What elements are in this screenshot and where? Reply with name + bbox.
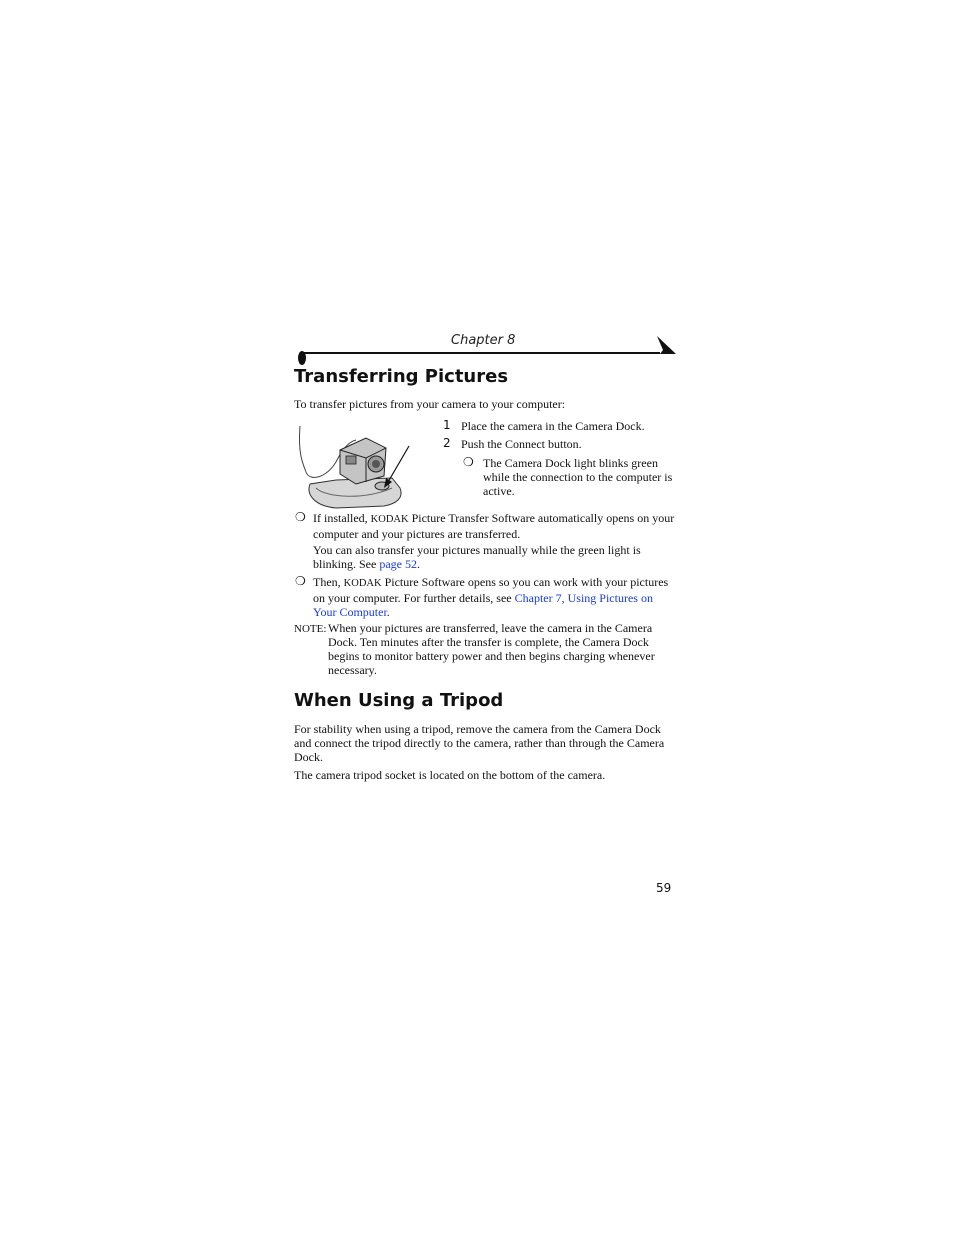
header-rule-dot (298, 351, 306, 365)
note-label: NOTE: (294, 623, 327, 635)
sub-bullet-text: The Camera Dock light blinks green while the connection to the computer is active. (483, 456, 673, 498)
circle-bullet-icon: ❍ (463, 455, 474, 469)
tripod-para-1: For stability when using a tripod, remove the camera from the Camera Dock and connect the tripod directly to the camera, rather than through the Camera Dock. (294, 722, 665, 764)
step-text-1: Place the camera in the Camera Dock. (461, 419, 645, 433)
bullet-then-text: Then, KODAK Picture Software opens so you can work with your pictures on your computer. For further details, see Chapter 7, Using Pictures on Your Computer. (313, 575, 669, 619)
header-rule-arrow-icon (654, 336, 678, 356)
note-text: When your pictures are transferred, leave the camera in the Camera Dock. Ten minutes after the transfer is complete, the Camera Dock begins to monitor battery power and then begins charging whenever necessary. (328, 621, 655, 677)
circle-bullet-icon: ❍ (295, 574, 306, 588)
page-number: 59 (656, 881, 672, 895)
section-title-transferring: Transferring Pictures (294, 366, 509, 387)
chapter-7-link[interactable]: Chapter 7, Using Pictures on (514, 591, 653, 605)
step-number-2: 2 (443, 436, 451, 450)
camera-dock-illustration (296, 422, 416, 512)
bullet-installed-text: If installed, KODAK Picture Transfer Software automatically opens on your computer and your pictures are transferred. (313, 511, 675, 541)
circle-bullet-icon: ❍ (295, 510, 306, 524)
step-number-1: 1 (443, 418, 451, 432)
tripod-para-2: The camera tripod socket is located on the bottom of the camera. (294, 768, 606, 782)
header-rule (302, 352, 660, 354)
manual-transfer-text: You can also transfer your pictures manually while the green light is blinking. See page 52. (313, 543, 641, 571)
section-title-tripod: When Using a Tripod (294, 690, 504, 711)
chapter-label: Chapter 8 (451, 333, 516, 348)
page-52-link[interactable]: page 52 (379, 557, 417, 571)
intro-text: To transfer pictures from your camera to your computer: (294, 397, 566, 411)
chapter-7-link-cont[interactable]: Your Computer (313, 605, 387, 619)
step-text-2: Push the Connect button. (461, 437, 582, 451)
